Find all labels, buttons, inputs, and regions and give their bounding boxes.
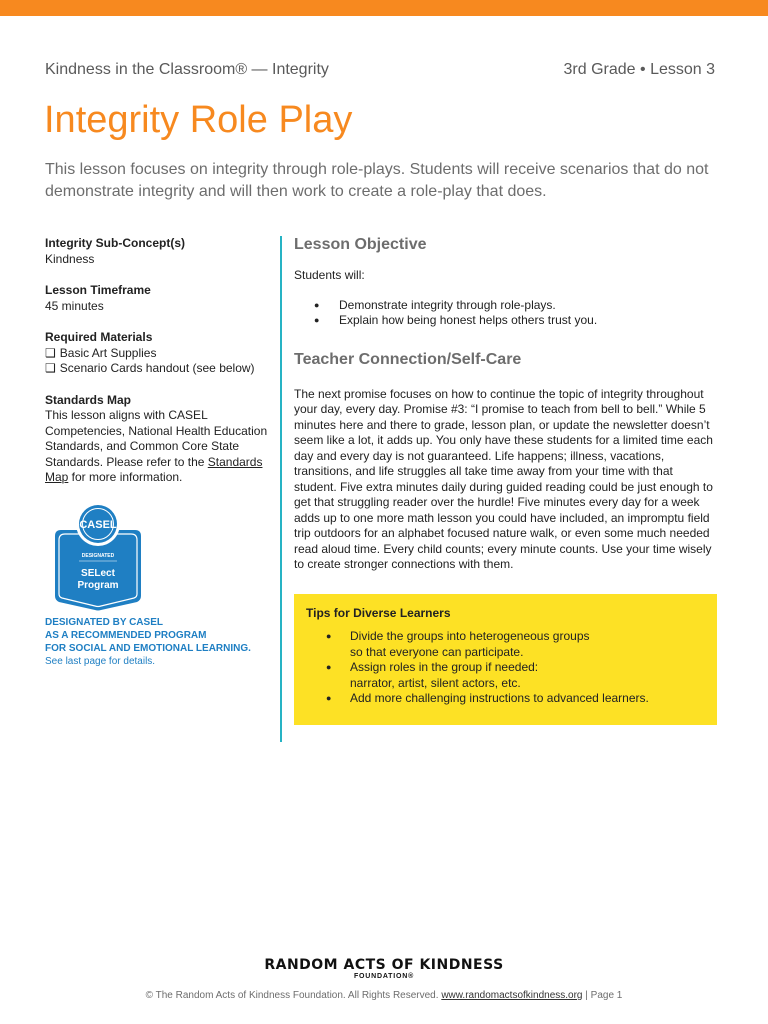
casel-note-line: AS A RECOMMENDED PROGRAM: [45, 630, 207, 641]
casel-note-line: DESIGNATED BY CASEL: [45, 617, 163, 628]
standards-text-after: for more information.: [68, 470, 183, 484]
timeframe-heading: Lesson Timeframe: [45, 283, 151, 297]
materials-block: [45, 330, 273, 377]
list-item: ● Explain how being honest helps others trust you.: [294, 313, 718, 329]
header-grade-lesson: 3rd Grade • Lesson 3: [563, 61, 715, 78]
website-link[interactable]: www.randomactsofkindness.org: [441, 990, 583, 1001]
page-number: | Page 1: [582, 990, 623, 1001]
subconcept-block: [45, 236, 273, 267]
standards-block: [45, 393, 273, 486]
casel-note-line: FOR SOCIAL AND EMOTIONAL LEARNING.: [45, 643, 251, 654]
subconcept-value: Kindness: [45, 251, 95, 266]
raok-logo: [0, 957, 768, 980]
list-item: [306, 629, 705, 660]
badge-select-text: SELect: [81, 568, 115, 579]
tip-line: so that everyone can participate.: [350, 644, 524, 659]
tips-heading: Tips for Diverse Learners: [306, 606, 451, 620]
standards-text-before: This lesson aligns with CASEL Competencies, National Health Education Standards, and Common Core State Standards. Please refer to the: [45, 408, 268, 469]
tips-box: [294, 594, 717, 725]
teacher-connection-heading: Teacher Connection/Self-Care: [294, 350, 522, 368]
tip-line: narrator, artist, silent actors, etc.: [350, 675, 521, 690]
subconcept-heading: Integrity Sub-Concept(s): [45, 236, 185, 250]
badge-program-text: Program: [77, 580, 119, 591]
header-series-title: Kindness in the Classroom® — Integrity: [45, 61, 329, 78]
main-content: [294, 236, 718, 573]
material-item-label: Basic Art Supplies: [59, 345, 157, 360]
tip-line: Add more challenging instructions to advanced learners.: [350, 691, 649, 705]
teacher-connection-text: The next promise focuses on how to continue the topic of integrity throughout your day, every day. Promise #3: “I promise to teach from bell to bell.” While 5 minutes here and there to grade, lesson plan, or update the newsletter doesn’t seem like a lot, it adds up. You only have these students for a limited time each day and every day is not guaranteed. Life happens; illness, vacations, transitions, and life struggles all take time away from your time with that student. Five extra minutes daily during guided reading could be just enough to get that struggling reader over the hurdle! Five minutes every day for a week adds up to one more math lesson you could have included, an impromptu field trip outdoors for an alphabet focused nature walk, or even some much needed read aloud time. Every child counts; every minute counts. Use your time wisely to create stronger connections with them.: [294, 386, 713, 571]
timeframe-block: [45, 283, 273, 314]
standards-map-link[interactable]: Standards Map: [45, 454, 263, 484]
objective-lead: Students will:: [294, 268, 365, 282]
casel-select-badge: [49, 500, 147, 612]
list-item: ● Demonstrate integrity through role-plays.: [294, 298, 718, 314]
footer-copyright: [0, 990, 768, 1001]
list-item: [306, 691, 705, 707]
lesson-intro: This lesson focuses on integrity through role-plays. Students will receive scenarios that do not demonstrate integrity and will then work to create a role-play that does.: [45, 161, 709, 200]
standards-text: [45, 408, 273, 486]
copyright-text: © The Random Acts of Kindness Foundation. All Rights Reserved.: [145, 990, 442, 1001]
badge-designated-text: DESIGNATED: [81, 553, 115, 559]
materials-heading: Required Materials: [45, 330, 153, 344]
casel-designation-note: [45, 616, 275, 668]
badge-casel-text: CASEL: [79, 519, 117, 531]
list-item: [306, 660, 705, 691]
tip-line: Divide the groups into heterogeneous groups: [350, 629, 590, 643]
objective-list: [294, 298, 718, 329]
tips-list: [306, 629, 705, 707]
casel-note-details: See last page for details.: [45, 656, 156, 667]
material-item: [45, 361, 273, 377]
checkbox-icon: ❑: [45, 361, 56, 375]
column-divider: [280, 236, 282, 742]
logo-line-2: FOUNDATION®: [353, 973, 415, 980]
checkbox-icon: ❑: [45, 345, 56, 360]
objective-heading: Lesson Objective: [294, 236, 427, 253]
timeframe-value: 45 minutes: [45, 298, 104, 313]
standards-heading: Standards Map: [45, 392, 132, 407]
material-item: [45, 346, 273, 362]
tip-line: Assign roles in the group if needed:: [350, 660, 539, 674]
top-accent-bar: [0, 0, 768, 16]
material-item-label: Scenario Cards handout (see below): [59, 361, 255, 375]
logo-line-1: RANDOM ACTS OF KINDNESS: [264, 957, 504, 973]
sidebar: [45, 236, 273, 502]
page-title: Integrity Role Play: [44, 99, 353, 141]
